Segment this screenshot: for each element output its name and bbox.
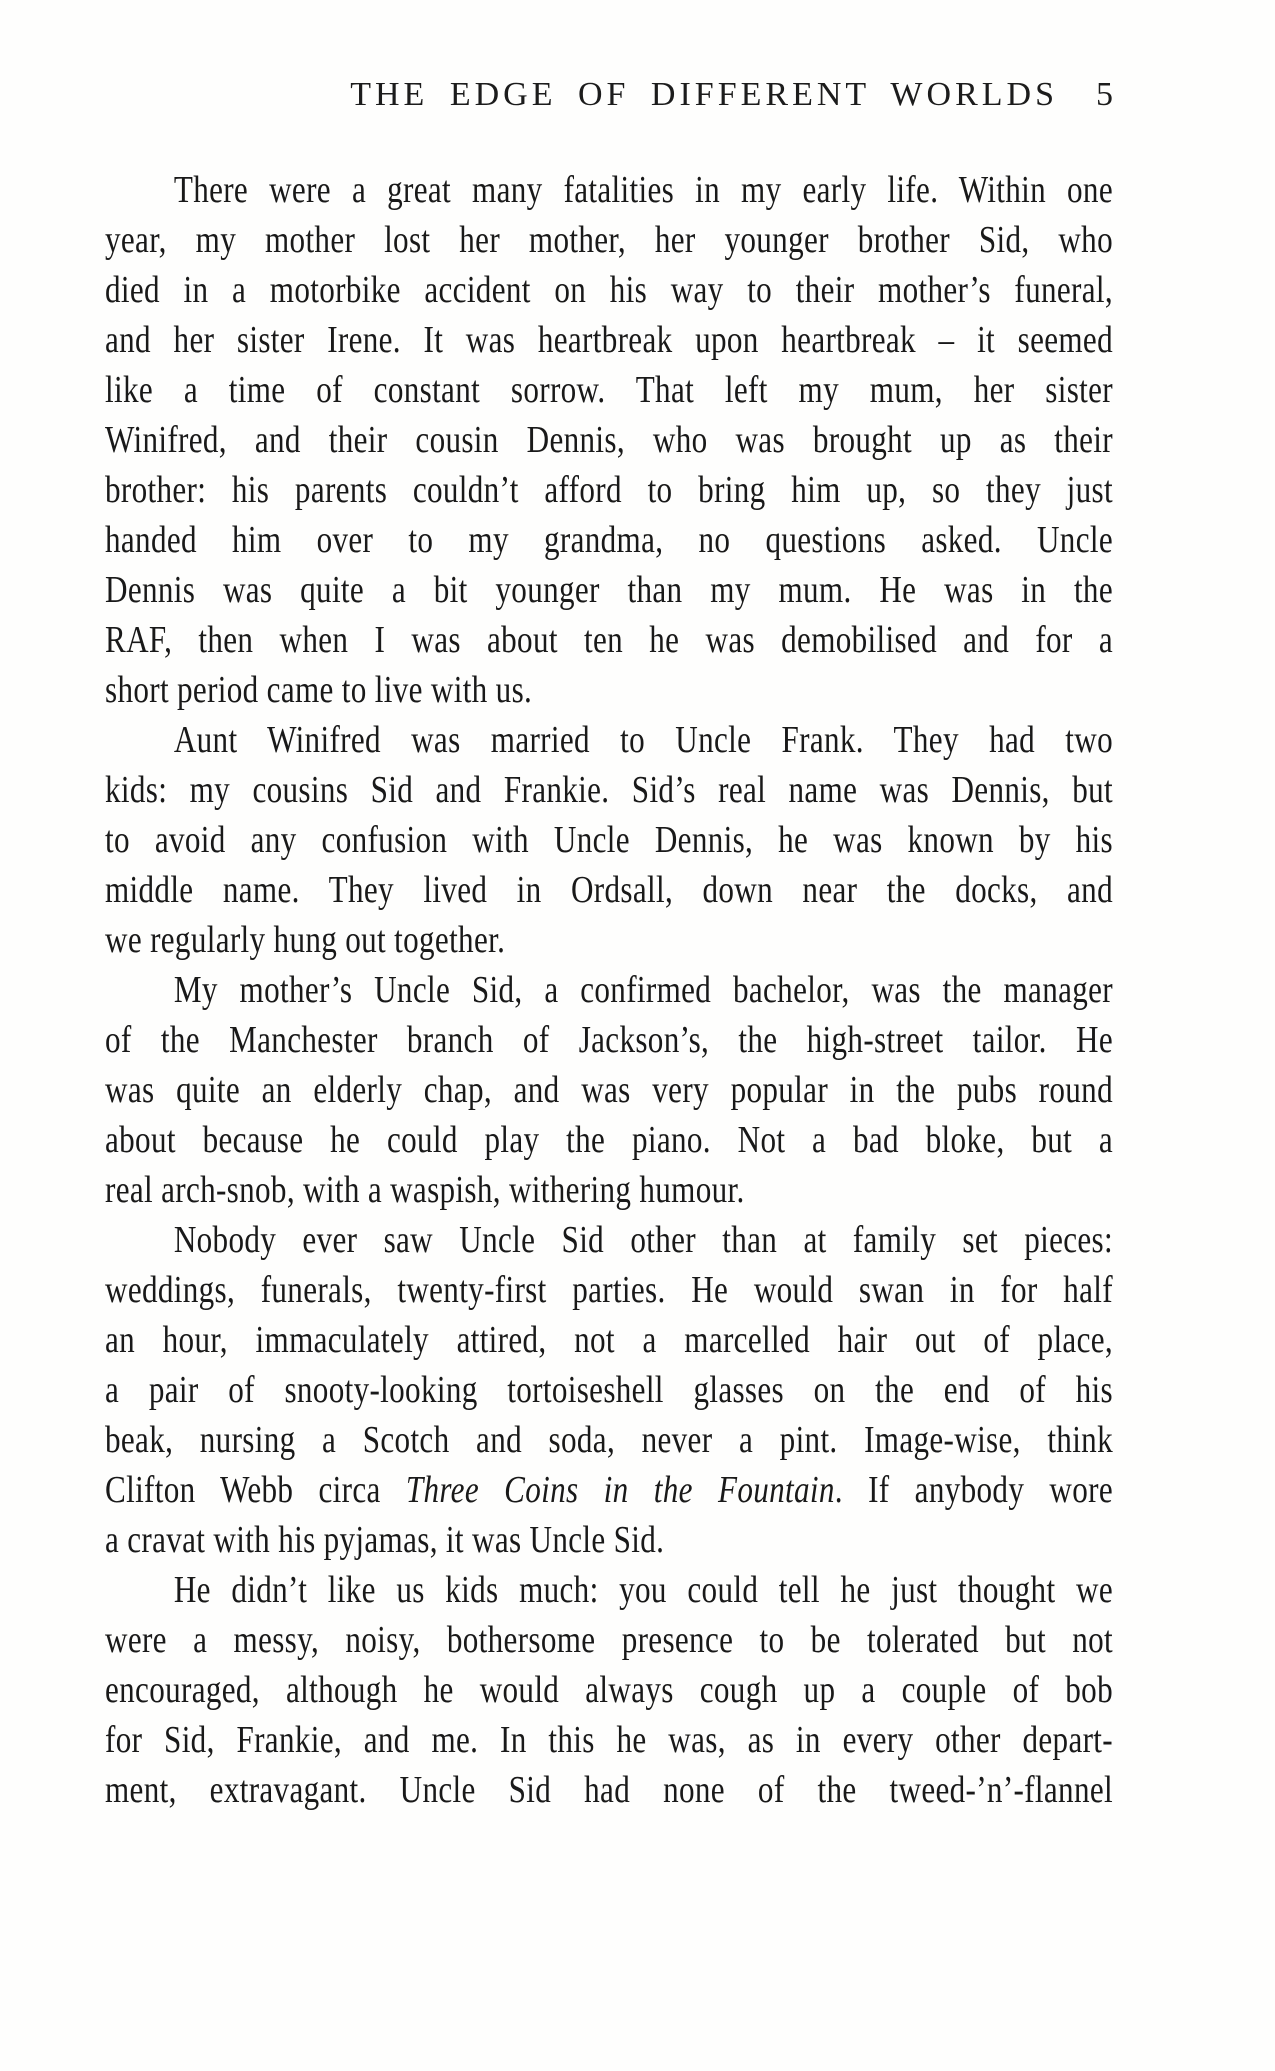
- text-line: [105, 1465, 1113, 1515]
- text-line: kids: my cousins Sid and Frankie. Sid’s real name was Dennis, but: [105, 769, 1113, 811]
- text-segment: Clifton Webb circa: [105, 1469, 406, 1511]
- running-head: [350, 76, 1113, 114]
- text-line: There were a great many fatalities in my early life. Within one: [173, 169, 1113, 211]
- text-line: weddings, funerals, twenty-first parties. He would swan in for half: [105, 1269, 1113, 1311]
- text-line: Aunt Winifred was married to Uncle Frank. They had two: [173, 719, 1113, 761]
- text-line: a pair of snooty-looking tortoiseshell glasses on the end of his: [105, 1369, 1113, 1411]
- paragraph: [105, 715, 1113, 965]
- text-line: was quite an elderly chap, and was very popular in the pubs round: [105, 1069, 1113, 1111]
- text-line: we regularly hung out together.: [105, 919, 506, 961]
- text-line: Winifred, and their cousin Dennis, who was brought up as their: [105, 419, 1113, 461]
- text-line: beak, nursing a Scotch and soda, never a pint. Image-wise, think: [105, 1419, 1113, 1461]
- text-line: and her sister Irene. It was heartbreak upon heartbreak – it seemed: [105, 319, 1113, 361]
- text-line: brother: his parents couldn’t afford to bring him up, so they just: [105, 469, 1113, 511]
- text-line: to avoid any confusion with Uncle Dennis, he was known by his: [105, 819, 1113, 861]
- paragraph: [105, 1215, 1113, 1565]
- text-line: an hour, immaculately attired, not a marcelled hair out of place,: [105, 1319, 1113, 1361]
- text-line: year, my mother lost her mother, her younger brother Sid, who: [105, 219, 1113, 261]
- text-line: real arch-snob, with a waspish, withering humour.: [105, 1169, 745, 1211]
- text-line: Dennis was quite a bit younger than my mum. He was in the: [105, 569, 1113, 611]
- page-number: 5: [1096, 76, 1113, 113]
- book-title-italic: Three Coins in the Fountain: [405, 1469, 835, 1511]
- text-line: for Sid, Frankie, and me. In this he was, as in every other depart-: [105, 1719, 1113, 1761]
- text-line: He didn’t like us kids much: you could tell he just thought we: [173, 1569, 1113, 1611]
- text-line: died in a motorbike accident on his way to their mother’s funeral,: [105, 269, 1113, 311]
- text-segment: . If anybody wore: [834, 1469, 1113, 1511]
- text-line: Nobody ever saw Uncle Sid other than at family set pieces:: [173, 1219, 1113, 1261]
- text-line: middle name. They lived in Ordsall, down near the docks, and: [105, 869, 1113, 911]
- text-line: about because he could play the piano. Not a bad bloke, but a: [105, 1119, 1113, 1161]
- text-line: RAF, then when I was about ten he was demobilised and for a: [105, 619, 1113, 661]
- text-line: like a time of constant sorrow. That left my mum, her sister: [105, 369, 1113, 411]
- body-text: [105, 165, 1113, 1815]
- text-line: encouraged, although he would always cough up a couple of bob: [105, 1669, 1113, 1711]
- running-head-title: THE EDGE OF DIFFERENT WORLDS: [350, 76, 1058, 113]
- paragraph: [105, 965, 1113, 1215]
- paragraph: [105, 165, 1113, 715]
- text-line: handed him over to my grandma, no questions asked. Uncle: [105, 519, 1113, 561]
- text-line: ment, extravagant. Uncle Sid had none of the tweed-’n’-flannel: [105, 1769, 1113, 1811]
- text-line: were a messy, noisy, bothersome presence to be tolerated but not: [105, 1619, 1113, 1661]
- text-line: short period came to live with us.: [105, 669, 533, 711]
- paragraph: [105, 1565, 1113, 1815]
- text-line: of the Manchester branch of Jackson’s, the high-street tailor. He: [105, 1019, 1113, 1061]
- text-line: a cravat with his pyjamas, it was Uncle Sid.: [105, 1519, 665, 1561]
- text-line: My mother’s Uncle Sid, a confirmed bachelor, was the manager: [173, 969, 1113, 1011]
